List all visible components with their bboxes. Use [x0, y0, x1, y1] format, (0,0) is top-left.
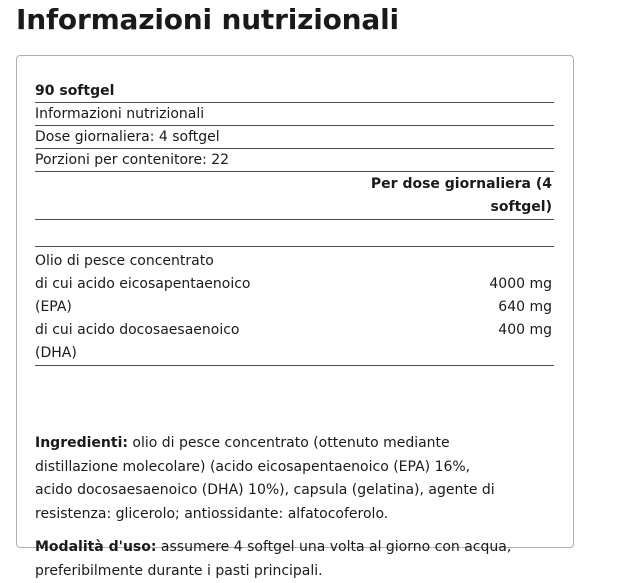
- nutrient-list: [35, 247, 554, 366]
- nutrient-label: (DHA): [35, 345, 77, 361]
- nutrient-label: di cui acido eicosapentaenoico: [35, 276, 251, 292]
- nutrient-row: [35, 250, 554, 273]
- column-header-line1: Per dose giornaliera (4: [370, 176, 552, 192]
- column-header-line2: softgel): [490, 199, 552, 215]
- nutrient-label: Olio di pesce concentrato: [35, 253, 214, 269]
- section-title: Informazioni nutrizionali: [35, 103, 554, 126]
- usage-label: Modalità d'uso:: [35, 539, 157, 555]
- ingredients-text-line1: olio di pesce concentrato (ottenuto mediante: [127, 435, 450, 451]
- nutrient-value: 640 mg: [498, 299, 552, 315]
- spacer-row: [35, 220, 554, 247]
- nutrient-row: [35, 296, 554, 319]
- ingredients-label: Ingredienti:: [35, 435, 128, 451]
- nutrient-value: 4000 mg: [489, 276, 552, 292]
- nutrient-value: [552, 342, 554, 365]
- nutrient-row: [35, 319, 554, 342]
- nutrient-value: 400 mg: [498, 322, 552, 338]
- ingredients-text-line3: acido docosaesaenoico (DHA) 10%), capsula (gelatina), agente di: [35, 482, 495, 498]
- servings-per-container: Porzioni per contenitore: 22: [35, 149, 554, 172]
- nutrient-row: [35, 273, 554, 296]
- nutrient-label: (EPA): [35, 299, 72, 315]
- column-header: [35, 172, 554, 220]
- usage-text-line2: preferibilmente durante i pasti principali.: [35, 562, 323, 579]
- daily-dose: Dose giornaliera: 4 softgel: [35, 126, 554, 149]
- page-title: Informazioni nutrizionali: [16, 3, 399, 36]
- nutrition-card: [16, 55, 574, 579]
- nutrient-label: di cui acido docosaesaenoico: [35, 322, 240, 338]
- nutrition-table: [35, 80, 554, 366]
- ingredients-paragraph: [35, 432, 563, 526]
- usage-text-line1: assumere 4 softgel una volta al giorno con acqua,: [156, 539, 512, 555]
- nutrient-row: [35, 342, 554, 365]
- ingredients-text-line4: resistenza: glicerolo; antiossidante: alfatocoferolo.: [35, 505, 389, 522]
- ingredients-text-line2: distillazione molecolare) (acido eicosapentaenoico (EPA) 16%,: [35, 458, 471, 475]
- usage-paragraph: [35, 536, 563, 583]
- nutrient-value: [552, 250, 554, 273]
- pack-size: 90 softgel: [35, 80, 554, 103]
